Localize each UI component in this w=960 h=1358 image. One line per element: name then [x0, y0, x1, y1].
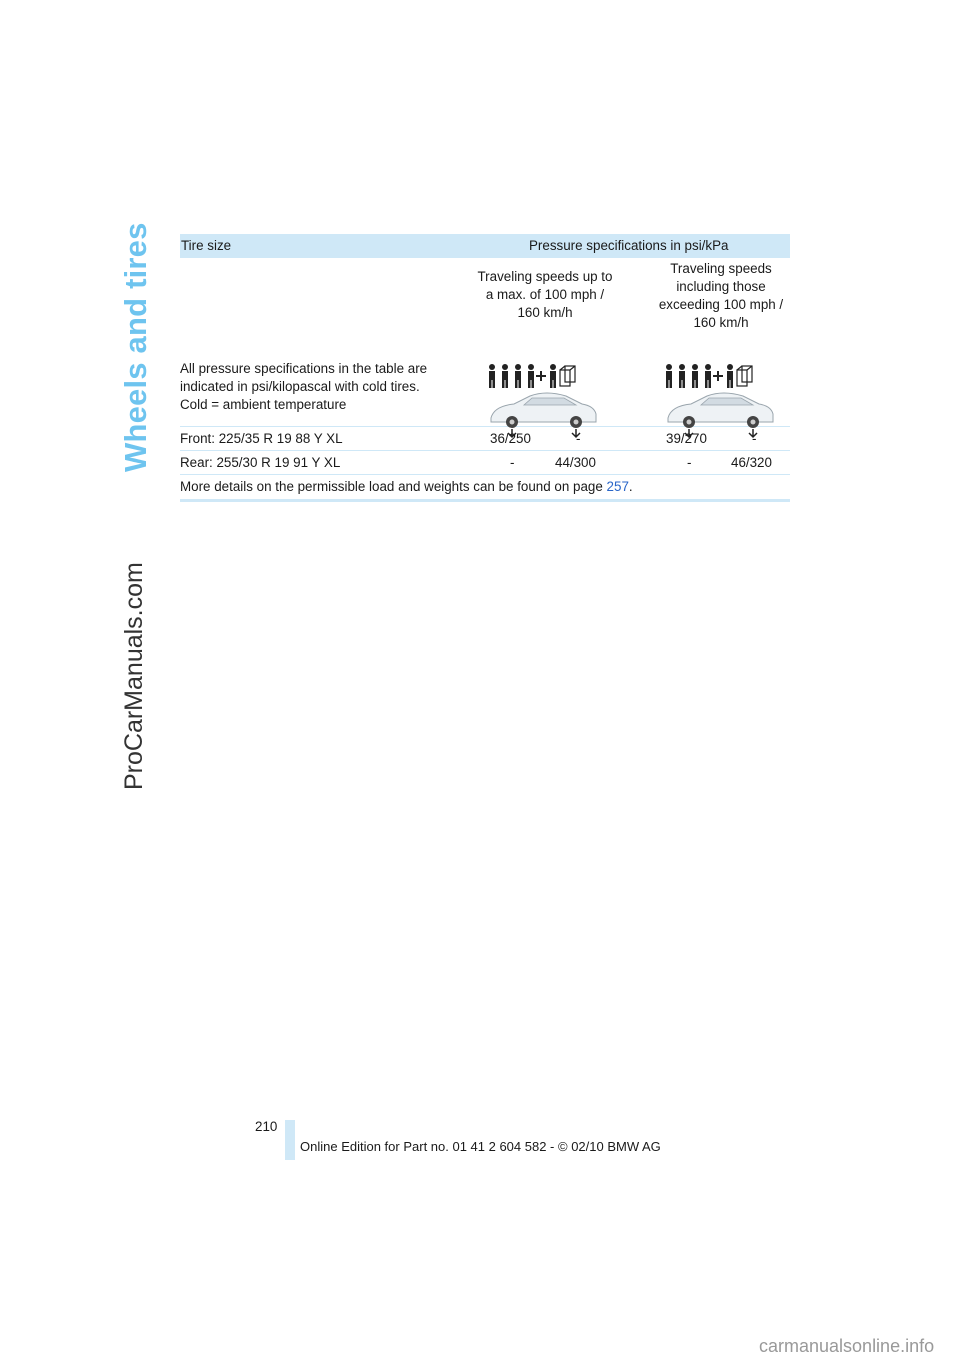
edition-notice: Online Edition for Part no. 01 41 2 604 582 - © 02/10 BMW AG: [300, 1139, 661, 1154]
pressure-high-rear: -: [752, 431, 757, 446]
pressure-low-front: -: [510, 455, 515, 470]
footer-accent-bar: [285, 1120, 295, 1160]
tire-size: Rear: 255/30 R 19 91 Y XL: [180, 455, 341, 470]
table-intro-row: [180, 258, 790, 427]
site-label: ProCarManuals.com: [120, 562, 148, 790]
table-footnote: [180, 475, 790, 502]
tire-pressure-table: [180, 234, 790, 502]
speed-high-label: Traveling speeds including those exceeding 100 mph / 160 km/h: [658, 261, 784, 330]
section-title: Wheels and tires: [118, 222, 153, 472]
intro-text: All pressure specifications in the table are indicated in psi/kilopascal with cold tires. Cold = ambient temperature: [180, 361, 428, 412]
page-link[interactable]: 257: [606, 479, 629, 494]
pressure-high-front: -: [687, 455, 692, 470]
pressure-low-rear: -: [576, 431, 581, 446]
tire-size: Front: 225/35 R 19 88 Y XL: [180, 431, 343, 446]
speed-low-label: Traveling speeds up to a max. of 100 mph / 160 km/h: [477, 269, 613, 320]
footnote-text: More details on the permissible load and weights can be found on page 257.: [180, 479, 633, 494]
table-row: [180, 427, 790, 451]
watermark: carmanualsonline.info: [759, 1336, 935, 1356]
pressure-high-front: 39/270: [666, 431, 707, 446]
header-tire-size: Tire size: [181, 238, 232, 253]
pressure-low-front: 36/250: [490, 431, 531, 446]
header-pressure: Pressure specifications in psi/kPa: [529, 238, 729, 253]
pressure-high-rear: 46/320: [731, 455, 772, 470]
page-number: 210: [255, 1119, 278, 1134]
table-row: [180, 451, 790, 475]
pressure-low-rear: 44/300: [555, 455, 596, 470]
table-header: [180, 234, 790, 258]
